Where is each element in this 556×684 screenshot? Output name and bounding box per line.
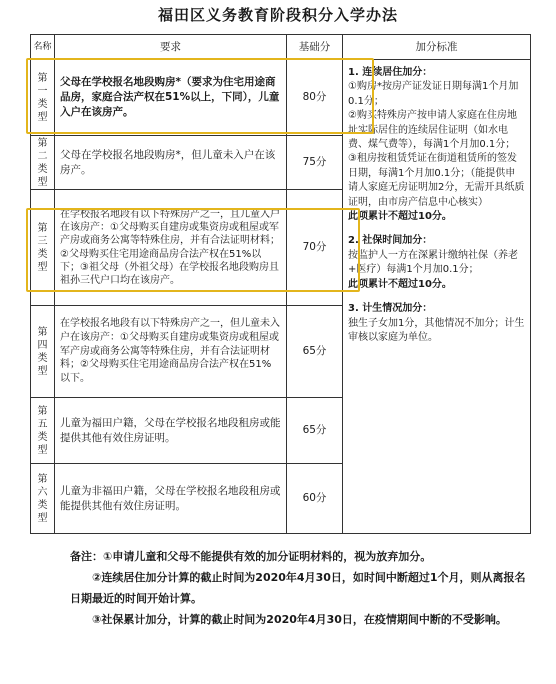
category-cell: 第 六 类 型	[31, 464, 55, 534]
standard-3-body: 独生子女加1分，其他情况不加分；计生审核以家庭为单位。	[348, 317, 525, 343]
standard-1-title: 1. 连续居住加分：	[348, 67, 433, 78]
points-table	[30, 34, 531, 534]
requirement-cell: 儿童为非福田户籍，父母在学校报名地段租房或能提供其他有效住房证明。	[55, 464, 287, 534]
base-score-cell: 60分	[287, 464, 343, 534]
standard-1-c: ③租房按租赁凭证在街道租赁所的签发日期，每满1个月加0.1分；（能提供申请人家庭无房证明加2分，无需开具纸质证明，由市房产信息中心核实）	[348, 153, 525, 208]
table-row	[31, 60, 531, 136]
standard-3-title: 3. 计生情况加分：	[348, 303, 433, 315]
note-2: ②连续居住加分计算的截止时间为2020年4月30日，如时间中断超过1个月，则从离报名日期最近的时间开始计算。	[70, 571, 526, 605]
note-1: 备注：①申请儿童和父母不能提供有效的加分证明材料的，视为放弃加分。	[70, 550, 432, 563]
standard-1-a: ①购房*按房产证发证日期每满1个月加0.1分；	[348, 81, 519, 107]
standard-2-cap: 此项累计不超过10分。	[348, 278, 452, 290]
standard-1-b: ②购买特殊房产按申请人家庭在住房地址实际居住的连续居住证明（如水电费、煤气费等），每满1个月加0.1分；	[348, 110, 517, 151]
category-cell: 第 一 类 型	[31, 60, 55, 136]
category-cell: 第 五 类 型	[31, 398, 55, 464]
category-cell: 第 三 类 型	[31, 190, 55, 306]
requirement-cell: 儿童为福田户籍，父母在学校报名地段租房或能提供其他有效住房证明。	[55, 398, 287, 464]
header-category: 名称	[31, 35, 55, 60]
standard-2-title: 2. 社保时间加分：	[348, 235, 433, 247]
requirement-cell: 在学校报名地段有以下特殊房产之一，且儿童入户在该房产：①父母购买自建房或集资房或租屋或军产房或商务公寓等特殊住房，并有合法证明材料；②父母购买住宅用途商品房合法产权在51%以下；③祖父母（外祖父母）在学校报名地段购房且祖孙三代户口均在该房产。	[55, 190, 287, 306]
category-cell: 第 四 类 型	[31, 306, 55, 398]
base-score-cell: 75分	[287, 136, 343, 190]
requirement-cell: 父母在学校报名地段购房*，但儿童未入户在该房产。	[55, 136, 287, 190]
header-requirement: 要求	[55, 35, 287, 60]
standard-2-body: 按监护人一方在深累计缴纳社保（养老+医疗）每满1个月加0.1分；	[348, 249, 518, 276]
note-3: ③社保累计加分，计算的截止时间为2020年4月30日，在疫情期间中断的不受影响。	[92, 613, 507, 626]
standard-cell	[343, 60, 531, 534]
table-header-row	[31, 35, 531, 60]
standard-1-cap: 此项累计不超过10分。	[348, 211, 452, 223]
requirement-cell: 在学校报名地段有以下特殊房产之一，但儿童未入户在该房产：①父母购买自建房或集资房或租屋或军产房或商务公寓等特殊住房，并有合法证明材料；②父母购买住宅用途商品房合法产权在51%以下。	[55, 306, 287, 398]
notes-section	[70, 546, 530, 630]
base-score-cell: 65分	[287, 306, 343, 398]
header-standard: 加分标准	[343, 35, 531, 60]
category-cell: 第 二 类 型	[31, 136, 55, 190]
base-score-cell: 70分	[287, 190, 343, 306]
header-base: 基础分	[287, 35, 343, 60]
base-score-cell: 65分	[287, 398, 343, 464]
base-score-cell: 80分	[287, 60, 343, 136]
page-title: 福田区义务教育阶段积分入学办法	[157, 6, 398, 24]
requirement-cell: 父母在学校报名地段购房*（要求为住宅用途商品房，家庭合法产权在51%以上，下同），儿童入户在该房产。	[55, 60, 287, 136]
